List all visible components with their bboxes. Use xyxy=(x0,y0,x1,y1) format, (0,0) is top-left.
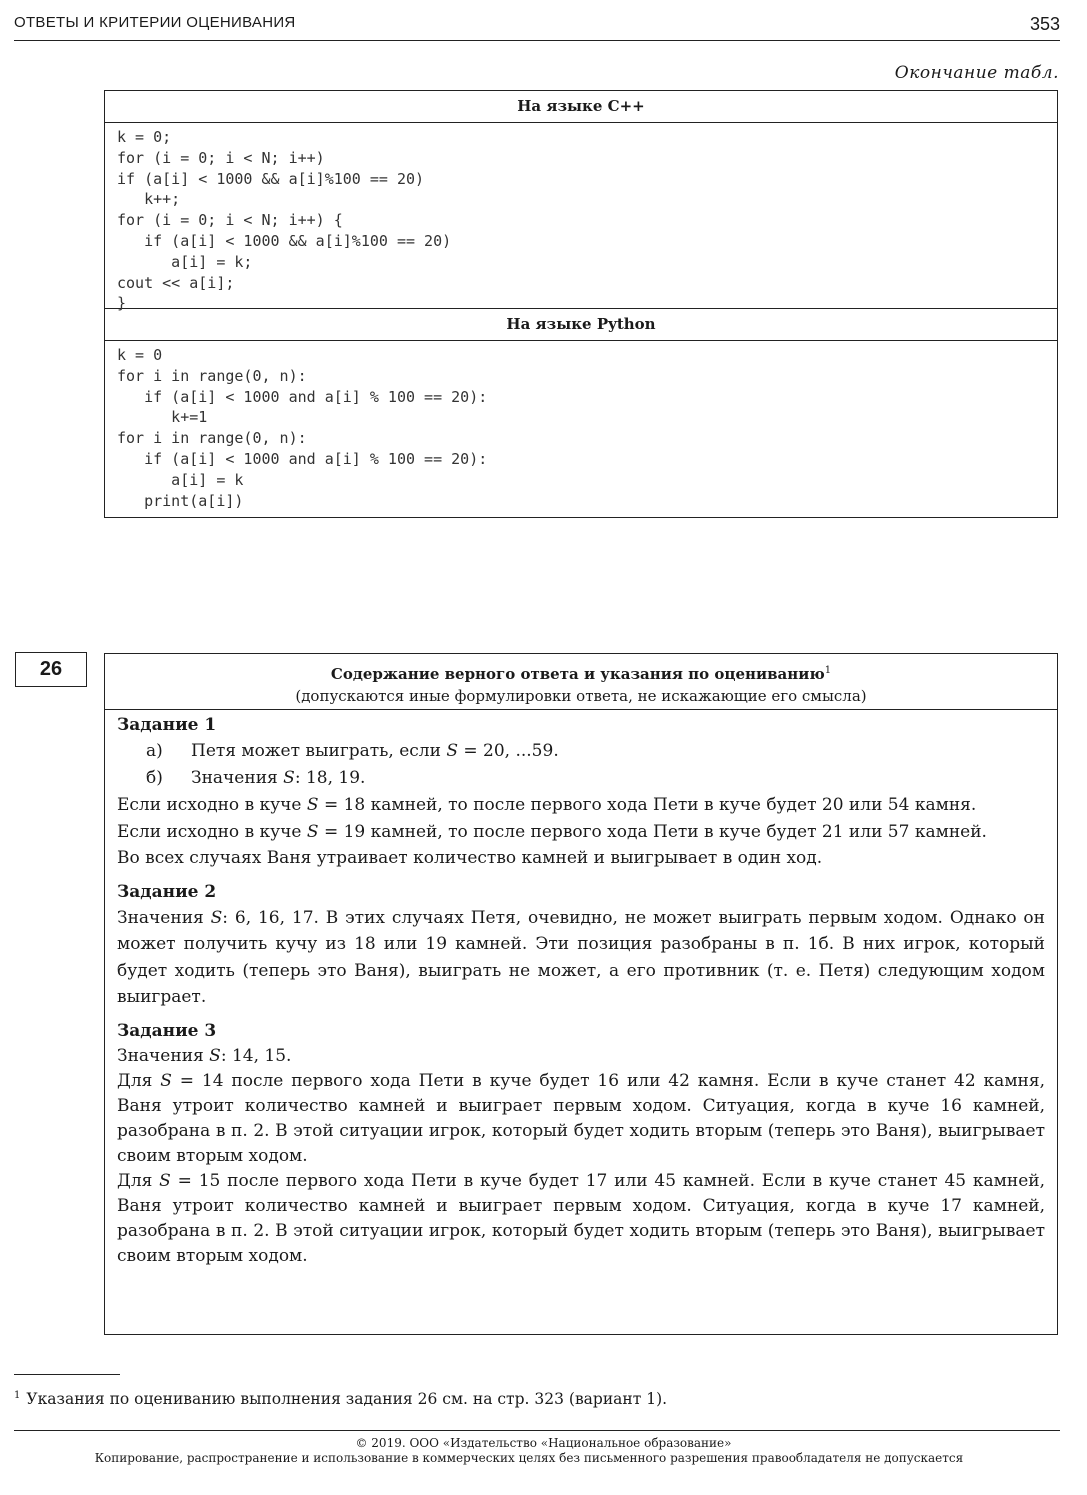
running-header-title: ОТВЕТЫ И КРИТЕРИИ ОЦЕНИВАНИЯ xyxy=(14,14,296,31)
zadanie-1-para-2: Если исходно в куче S = 19 камней, то после первого хода Пети в куче будет 21 или 57 камней. xyxy=(117,821,987,842)
header-divider xyxy=(14,40,1060,41)
footer-divider xyxy=(14,1430,1060,1431)
zadanie-1-title: Задание 1 xyxy=(117,715,217,735)
zadanie-3-title: Задание 3 xyxy=(117,1020,217,1041)
zadanie-3-values: Значения S: 14, 15. xyxy=(117,1045,292,1066)
zadanie-3-para-1: Для S = 14 после первого хода Пети в куче будет 16 или 42 камня. Если в куче станет 42 камня, Ваня утроит количество камней и выиграет первым ходом. Ситуация, когда в куче 16 камней, разобрана в п. 2. В этой ситуации игрок, который будет ходить вторым (теперь это Ваня), выигрывает своим вторым ходом. xyxy=(117,1070,1046,1166)
page-number: 353 xyxy=(1029,14,1060,34)
zadanie-1-para-1: Если исходно в куче S = 18 камней, то после первого хода Пети в куче будет 20 или 54 камня. xyxy=(117,795,977,815)
python-heading: На языке Python xyxy=(105,308,1057,341)
answer-table-header xyxy=(105,654,1057,710)
footnote-ref: 1 xyxy=(824,665,832,676)
answer-heading: Содержание верного ответа и указания по оцениванию$^1$ xyxy=(330,665,832,683)
zadanie-1-para-3: Во всех случаях Ваня утраивает количество камней и выигрывает в один ход. xyxy=(117,848,823,868)
code-table xyxy=(104,90,1058,518)
cpp-heading: На языке C++ xyxy=(105,91,1057,123)
zadanie-2 xyxy=(117,879,1045,1011)
zadanie-1-item-b: б) Значения S: 18, 19. xyxy=(146,768,366,788)
cpp-code-block: k = 0; for (i = 0; i < N; i++) if (a[i] < 1000 && a[i]%100 == 20) k++; for (i = 0; i < N; i++) { if (a[i] < 1000 && a[i]%100 == 20) a[i] = k; cout << a[i]; } xyxy=(117,128,452,313)
table-continuation-label: Окончание табл. xyxy=(894,63,1059,83)
answer-subheading: (допускаются иные формулировки ответа, не искажающие его смысла) xyxy=(295,687,867,705)
python-code-block: k = 0 for i in range(0, n): if (a[i] < 1000 and a[i] % 100 == 20): k+=1 for i in range(0, n): if (a[i] < 1000 and a[i] % 100 == 20): a[i] = k print(a[i]) xyxy=(117,346,488,510)
footer-notice: Копирование, распространение и использование в коммерческих целях без письменного разрешения правообладателя не допускается xyxy=(94,1451,964,1465)
footnote xyxy=(14,1390,667,1408)
footnote-divider xyxy=(14,1374,120,1375)
answer-body xyxy=(105,710,1057,1269)
zadanie-2-para: Значения S: 6, 16, 17. В этих случаях Петя, очевидно, не может выиграть первым ходом. Однако он может получить кучу из 18 или 19 камней. Эти позиция разобраны в п. 1б. В них игрок, который будет ходить (теперь это Ваня), выиграть не может, а его противник (т. е. Петя) следующим ходом выиграет. xyxy=(117,907,1045,1007)
zadanie-2-title: Задание 2 xyxy=(117,881,217,902)
zadanie-1 xyxy=(117,712,1045,872)
zadanie-3-para-2: Для S = 15 после первого хода Пети в куче будет 17 или 45 камней. Если в куче станет 45 камней, Ваня утроит количество камней и выиграет первым ходом. Ситуация, когда в куче 17 камней, разобрана в п. 2. В этой ситуации игрок, который будет ходить вторым (теперь это Ваня), выигрывает своим вторым ходом. xyxy=(117,1170,1046,1266)
footer-copyright: © 2019. ООО «Издательство «Национальное образование» xyxy=(355,1436,732,1450)
footnote-mark: 1 xyxy=(14,1390,21,1401)
answer-table xyxy=(104,653,1058,1335)
zadanie-1-item-a: а) Петя может выиграть, если S = 20, ...59. xyxy=(146,741,559,761)
task-number-box: 26 xyxy=(15,652,87,687)
zadanie-3 xyxy=(117,1018,1045,1269)
footnote-text: Указания по оцениванию выполнения задания 26 см. на стр. 323 (вариант 1). xyxy=(26,1390,668,1409)
